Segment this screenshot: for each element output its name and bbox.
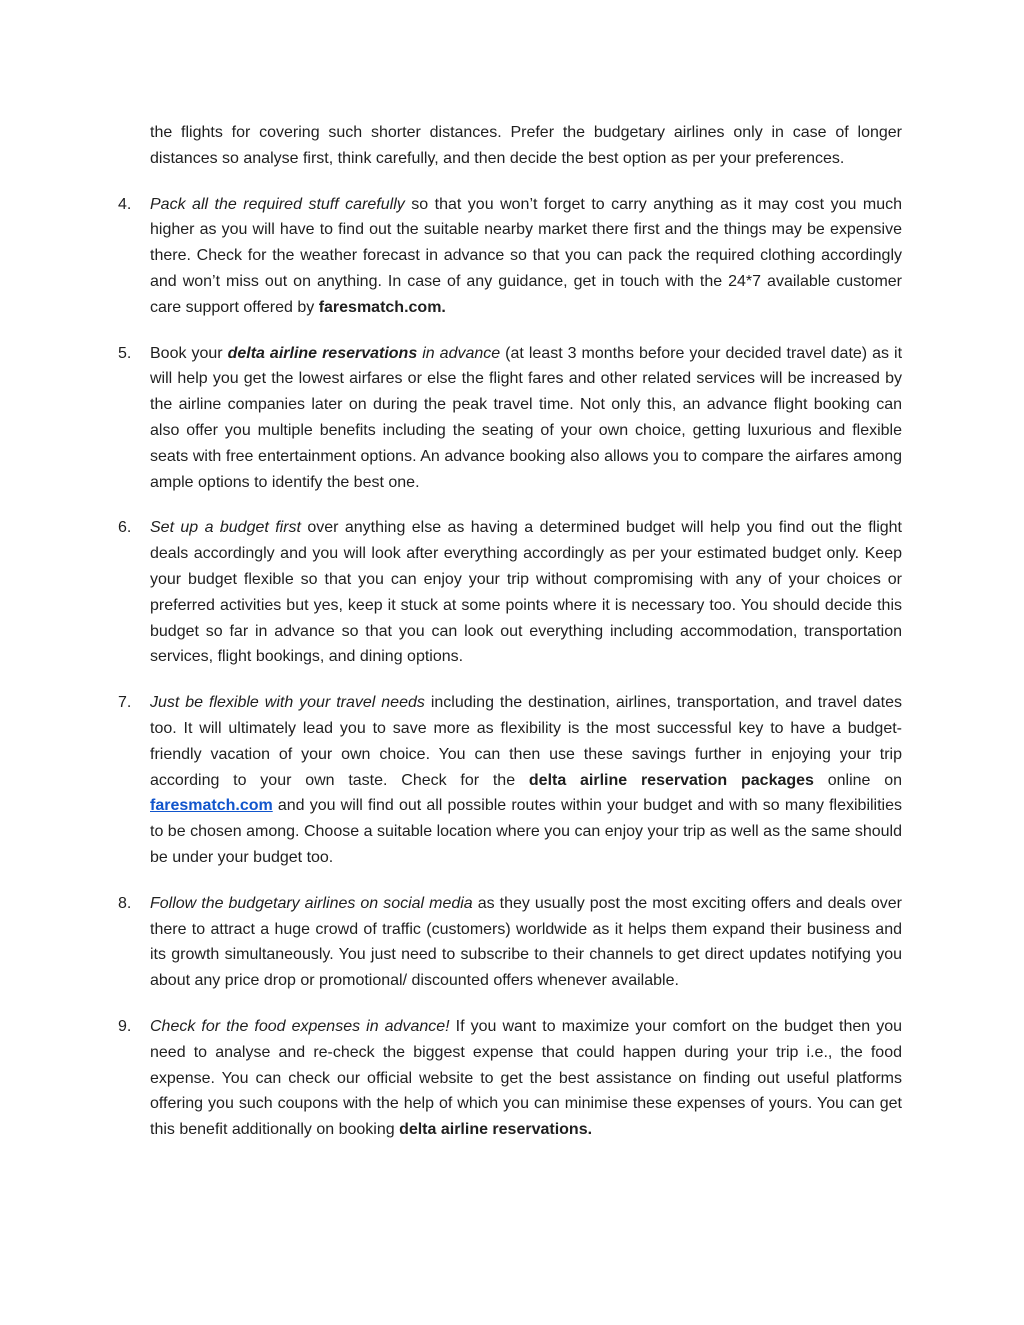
- list-item-body: If you want to maximize your comfort on the budget then you need to analyse and re-check the biggest expense that could happen during your trip i.e., the food expense. You can check our official website to get the best assistance on finding out useful platforms offering you such coupons with the help of which you can minimise these expenses of yours. You can get this benefit additionally on booking: [150, 1017, 902, 1139]
- list-item-lead: Pack all the required stuff carefully: [150, 195, 405, 213]
- list-item-4: [118, 192, 902, 321]
- list-item-text: [150, 341, 902, 496]
- list-item-lead: Set up a budget first: [150, 519, 301, 537]
- document-body: [118, 120, 902, 1163]
- keyword-bold-italic: delta airline reservations: [227, 344, 418, 362]
- keyword-bold: delta airline reservation packages: [528, 771, 814, 789]
- list-item-6: [118, 515, 902, 670]
- list-item-lead: Just be flexible with your travel needs: [150, 694, 425, 712]
- list-item-lead: Follow the budgetary airlines on social media: [150, 894, 473, 912]
- list-item-8: [118, 891, 902, 994]
- brand-name: faresmatch.com.: [318, 298, 446, 316]
- list-number: 5.: [118, 344, 132, 362]
- keyword-bold: delta airline reservations.: [399, 1121, 593, 1139]
- list-item-pre: Book your: [150, 344, 228, 362]
- list-item-5: [118, 341, 902, 496]
- list-item-text: [150, 690, 902, 871]
- list-item-body: including the destination, airlines, transportation, and travel dates too. It will ultimately lead you to save more as flexibility is the most successful key to have a budget-friendly vacation of your own choice. You can then use these savings further in enjoying your trip according to your own taste. Check for the: [150, 694, 902, 789]
- list-number: 9.: [118, 1017, 132, 1035]
- list-item-text: [150, 891, 902, 994]
- list-item-text: [150, 515, 902, 670]
- list-item-lead: Check for the food expenses in advance!: [150, 1017, 450, 1035]
- list-number: 6.: [118, 519, 132, 537]
- list-number: 4.: [118, 195, 132, 213]
- list-item-7: [118, 690, 902, 871]
- list-item-body: over anything else as having a determined budget will help you find out the flight deals accordingly and you will look after everything accordingly as per your estimated budget only. Keep your budget flexible so that you can enjoy your trip without compromising with any of your choices or preferred activities but yes, keep it stuck at some points where it is necessary too. You should decide this budget so far in advance so that you can look out everything including accommodation, transportation services, flight bookings, and dining options.: [150, 519, 903, 666]
- list-item-body: so that you won’t forget to carry anything as it may cost you much higher as you will have to find out the suitable nearby market there first and the things may be expensive there. Check for the weather forecast in advance so that you can pack the required clothing accordingly and won’t miss out on anything. In case of any guidance, get in touch with the 24*7 available customer care support offered by: [150, 195, 902, 316]
- continuation-paragraph: the flights for covering such shorter distances. Prefer the budgetary airlines only in case of longer distances so analyse first, think carefully, and then decide the best option as per your preferences.: [150, 124, 902, 167]
- list-item-text: [150, 192, 902, 321]
- list-item-body: as they usually post the most exciting offers and deals over there to attract a huge crowd of traffic (customers) worldwide as it helps them expand their business and its growth simultaneously. You just need to subscribe to their channels to get direct updates notifying you about any price drop or promotional/ discounted offers whenever available.: [150, 894, 903, 990]
- faresmatch-link[interactable]: faresmatch.com: [150, 797, 273, 815]
- list-item-body: (at least 3 months before your decided travel date) as it will help you get the lowest airfares or else the flight fares and other related services will be increased by the airline companies later on during the peak travel time. Not only this, an advance flight booking can also offer you multiple benefits including the seating of your own choice, getting luxurious and flexible seats with free entertainment options. An advance booking also allows you to compare the airfares among ample options to identify the best one.: [150, 344, 903, 491]
- list-item-9: [118, 1014, 902, 1143]
- list-item-body-3: and you will find out all possible routes within your budget and with so many flexibilities to be chosen among. Choose a suitable location where you can enjoy your trip as well as the same should be under your budget too.: [150, 797, 902, 866]
- list-item-body-2: online on: [813, 771, 903, 789]
- list-item-text: [150, 1014, 902, 1143]
- list-number: 7.: [118, 694, 132, 712]
- list-number: 8.: [118, 894, 132, 912]
- list-item-lead: in advance: [417, 344, 501, 362]
